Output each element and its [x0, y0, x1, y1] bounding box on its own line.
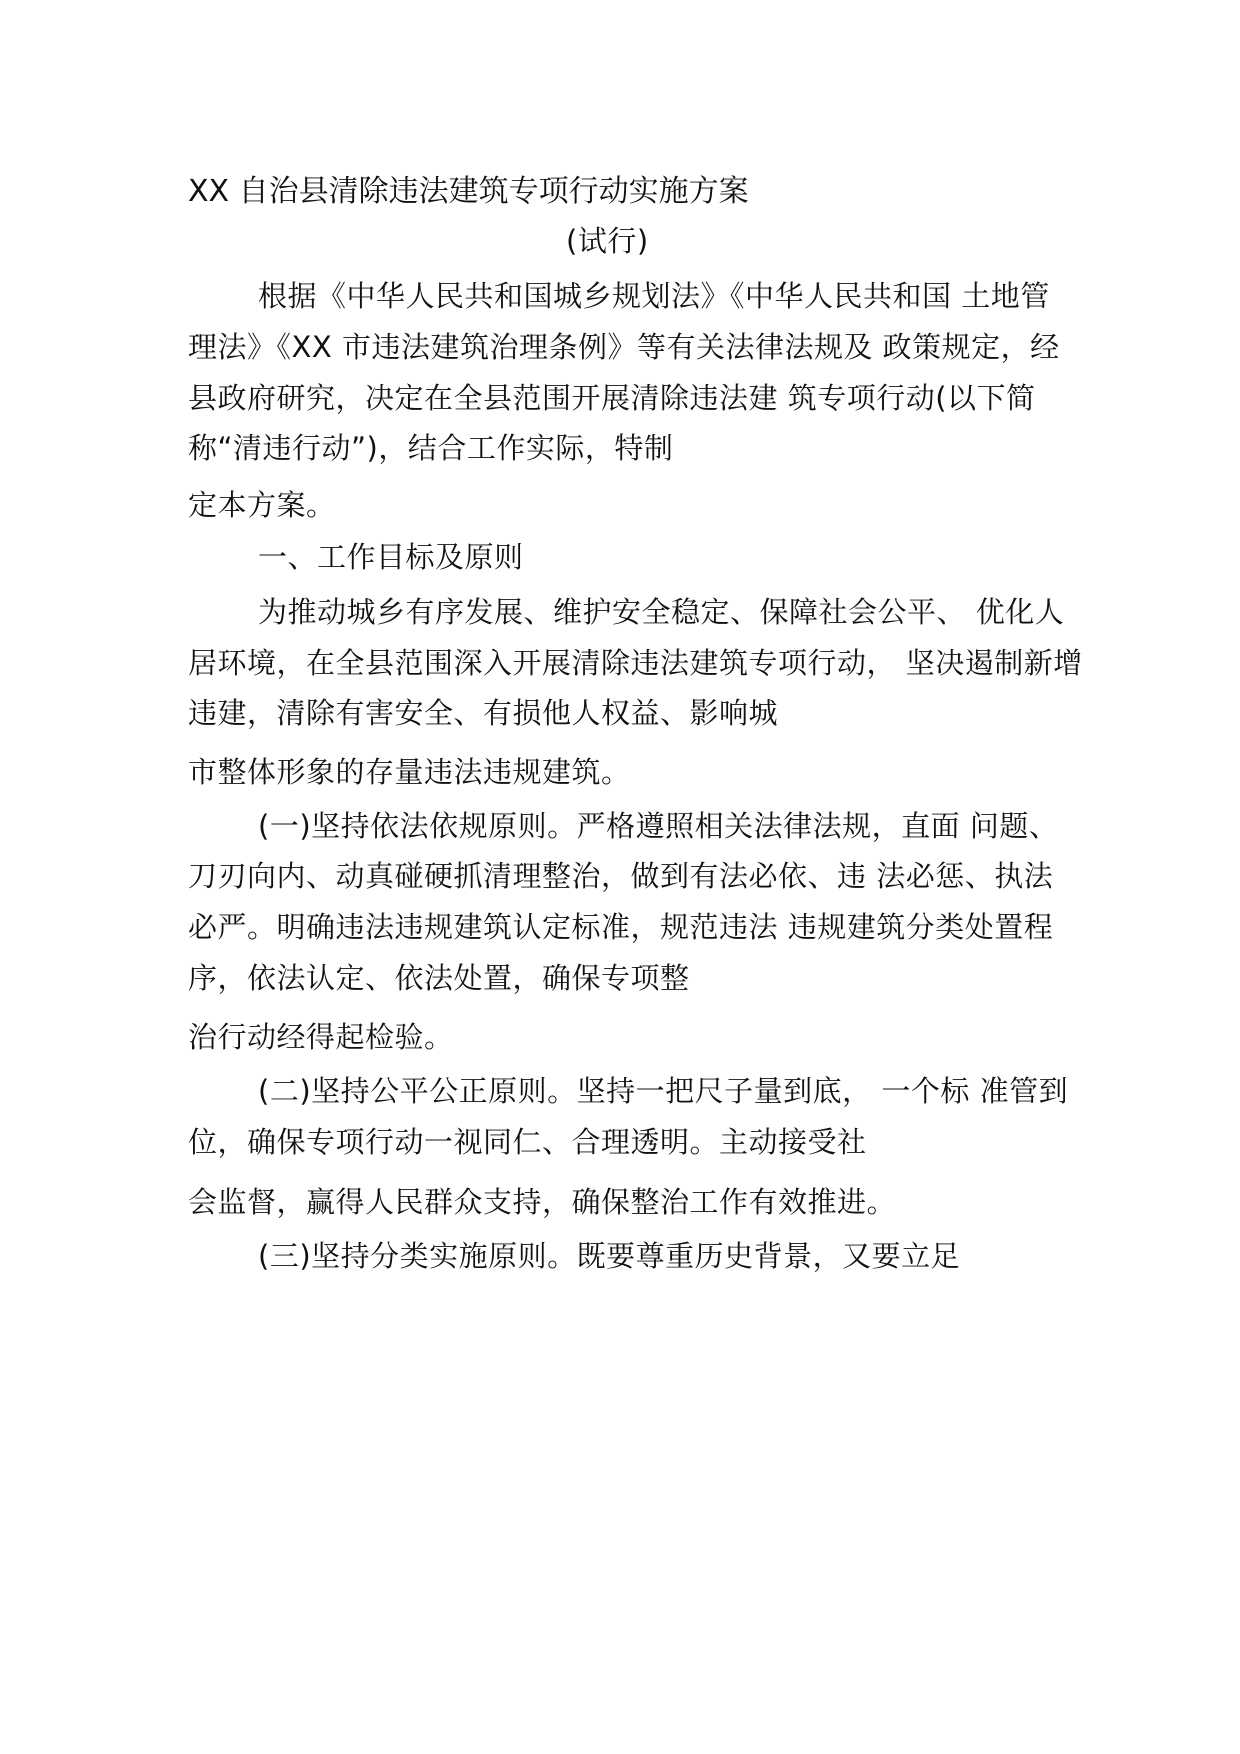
- section-heading: 一、工作目标及原则: [258, 540, 524, 574]
- paragraph-line: 称“清违行动”)，结合工作实际，特制: [188, 431, 674, 465]
- paragraph-line: 刀刃向内、动真碰硬抓清理整治，做到有法必依、违 法必惩、执法: [188, 859, 1054, 893]
- paragraph-line: 必严。明确违法违规建筑认定标准，规范违法 违规建筑分类处置程: [188, 910, 1054, 944]
- paragraph-line: 序，依法认定、依法处置，确保专项整: [188, 961, 690, 995]
- document-subtitle: (试行): [566, 224, 649, 258]
- paragraph-line: 县政府研究，决定在全县范围开展清除违法建 筑专项行动(以下简: [188, 381, 1036, 415]
- paragraph-line: (一)坚持依法依规原则。严格遵照相关法律法规，直面 问题、: [258, 809, 1059, 843]
- document-title: XX 自治县清除违法建筑专项行动实施方案: [188, 174, 749, 209]
- paragraph-line: 居环境，在全县范围深入开展清除违法建筑专项行动， 坚决遏制新增: [188, 646, 1083, 680]
- paragraph-line: (三)坚持分类实施原则。既要尊重历史背景，又要立足: [258, 1239, 961, 1273]
- paragraph-line: 违建，清除有害安全、有损他人权益、影响城: [188, 696, 779, 730]
- paragraph-line: 理法》《XX 市违法建筑治理条例》等有关法律法规及 政策规定，经: [188, 330, 1060, 364]
- paragraph-line: 位，确保专项行动一视同仁、合理透明。主动接受社: [188, 1125, 867, 1159]
- paragraph-line: 定本方案。: [188, 488, 336, 522]
- paragraph-line: 治行动经得起检验。: [188, 1020, 454, 1054]
- paragraph-line: 会监督，赢得人民群众支持，确保整治工作有效推进。: [188, 1185, 897, 1219]
- paragraph-line: 市整体形象的存量违法违规建筑。: [188, 755, 631, 789]
- paragraph-line: 为推动城乡有序发展、维护安全稳定、保障社会公平、 优化人: [258, 595, 1065, 629]
- paragraph-line: (二)坚持公平公正原则。坚持一把尺子量到底， 一个标 准管到: [258, 1074, 1069, 1108]
- paragraph-line: 根据《中华人民共和国城乡规划法》《中华人民共和国 土地管: [258, 279, 1050, 313]
